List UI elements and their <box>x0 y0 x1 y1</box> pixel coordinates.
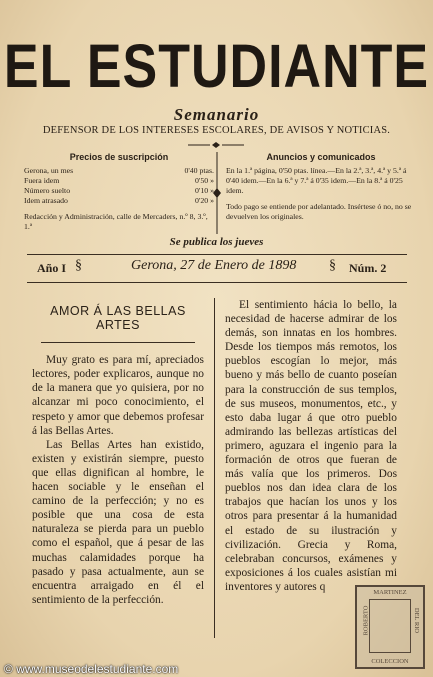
price-label: Fuera idem <box>24 176 60 185</box>
collection-stamp <box>355 585 425 669</box>
published-notice: Se publica los jueves <box>169 236 264 248</box>
subscription-heading: Precios de suscripción <box>69 152 169 162</box>
article-paragraph: El sentimiento hácia lo bello, la necesidad de hacerse admirar de los demás, son innatas en los hombres. Desde los tiempos más remotos, los pueblos escogían lo mejor, más bueno y más bello de cuanto poseían para la construcción de sus templos, de sus museos, monumentos, etc., y esto daba lugar á que otro pueblo admirando las bellezas artísticas del primero, aguzara el ingenio para la formación de otros que fueran de más valía que los primeros. Dos pueblos nos dan idea clara de los trabajos que hacían los unos y los otros para presentar á la humanidad el estado de su ilustración y civilización. Grecia y Roma, celebraban concursos, exámenes y exposiciones á los cuales asistían mi inventores y autores q <box>225 299 397 593</box>
ads-heading: Anuncios y comunicados <box>266 152 376 162</box>
ads-note: Todo pago se entiende por adelantado. Insértese ó no, no se devuelven los originales. <box>226 202 412 221</box>
column-separator <box>214 298 215 638</box>
price-value: 0'50 » <box>195 176 214 185</box>
price-row <box>24 196 214 206</box>
stamp-right-text: DEL RIO <box>412 607 420 634</box>
issue-line <box>27 258 407 278</box>
price-value: 0'10 » <box>195 186 214 195</box>
subscription-address: Redacción y Administración, calle de Mercaders, n.º 8, 3.º, 1.ª <box>24 212 208 231</box>
site-watermark: © www.museodelestudiante.com <box>4 662 179 676</box>
issue-date: Gerona, 27 de Enero de 1898 <box>131 258 297 273</box>
price-label: Número suelto <box>24 186 71 195</box>
title-underline <box>41 342 196 343</box>
vertical-ornament-icon <box>212 152 222 234</box>
issue-year: Año I <box>37 261 67 275</box>
article-title: AMOR Á LAS BELLAS ARTES <box>50 304 186 333</box>
subscription-box <box>24 152 214 232</box>
article-column-left <box>32 298 204 607</box>
article-paragraph: Muy grato es para mí, apreciados lectores, poder explicaros, aunque no de la manera que yo quisiera, por no alcanzar mi poco conocimiento, el respeto y amor que debemos profesar á las Bellas Artes. <box>32 354 204 437</box>
ornament-divider-icon <box>188 141 244 149</box>
scroll-ornament-icon: § <box>329 258 336 273</box>
ads-box <box>226 152 416 222</box>
price-label: Gerona, un mes <box>24 166 74 175</box>
header-rule-top <box>27 254 407 255</box>
masthead-title: EL ESTUDIANTE <box>3 32 430 102</box>
article-paragraph: Las Bellas Artes han existido, existen y existirán siempre, puesto que ellas dignifican al hombre, le hacen sociable y le enseñan el camino de la perfección; y no es posible que una cosa de esta naturaleza se pierda para un pueblo como el español, que á pesar de las muchas calamidades porque ha pasado y pasa actualmente, aun se encuentra arraigado en él el sentimiento de la perfección. <box>32 438 204 606</box>
price-row <box>24 166 214 176</box>
price-value: 0'40 ptas. <box>184 166 214 175</box>
scroll-ornament-icon: § <box>75 258 82 273</box>
masthead-subtitle: Semanario <box>173 105 260 124</box>
stamp-top-text: MARTINEZ <box>373 589 407 596</box>
price-label: Idem atrasado <box>24 196 68 205</box>
stamp-bottom-text: COLECCION <box>371 658 409 665</box>
masthead-tagline: DEFENSOR DE LOS INTERESES ESCOLARES, DE AVISOS Y NOTICIAS. <box>42 125 391 136</box>
issue-number: Núm. 2 <box>349 261 387 275</box>
header-rule-bottom <box>27 282 407 283</box>
price-row <box>24 186 214 196</box>
stamp-emblem-icon <box>369 599 411 653</box>
price-row <box>24 176 214 186</box>
ads-text: En la 1.ª página, 0'50 ptas. línea.—En la 2.ª, 3.ª, 4.ª y 5.ª á 0'40 idem.—En la 6.ª y 7.ª á 0'35 idem.—En la 8.ª á 0'25 idem. <box>226 166 407 195</box>
article-column-right <box>225 298 397 594</box>
price-value: 0'20 » <box>195 196 214 205</box>
stamp-left-text: ROBERTO <box>362 605 370 636</box>
